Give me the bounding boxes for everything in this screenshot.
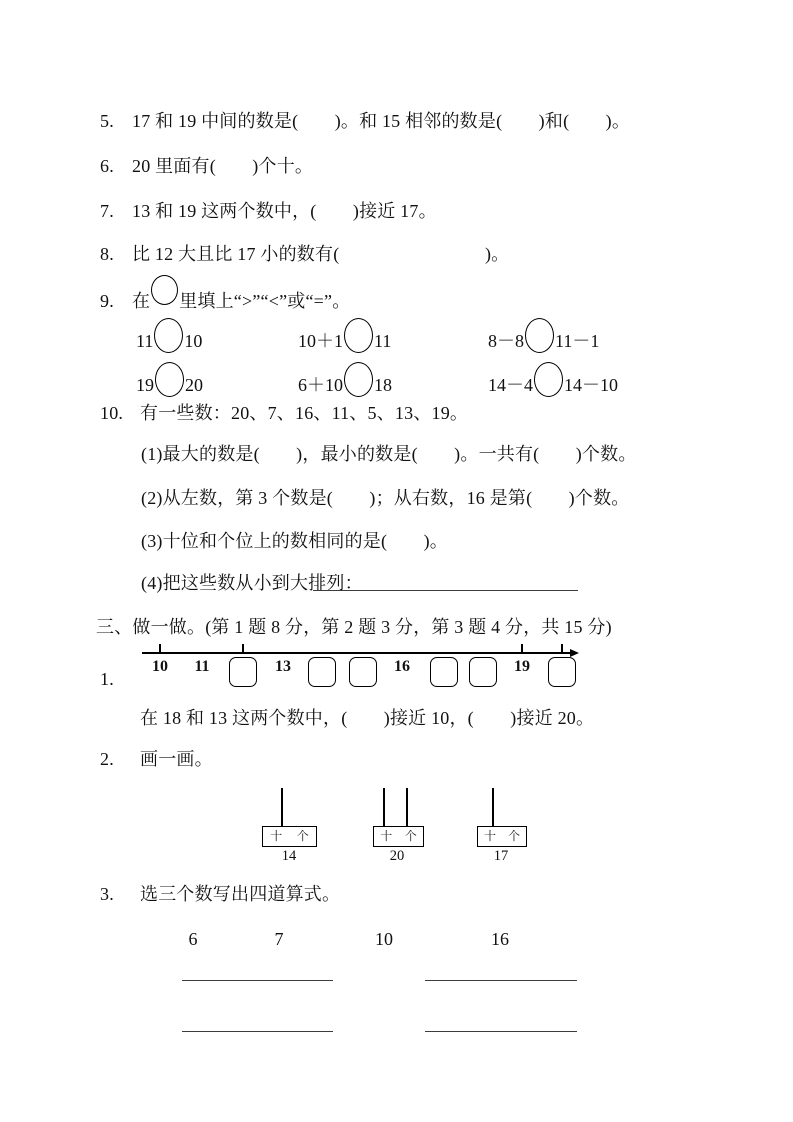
question-6-text: 20 里面有( )个十。 (132, 156, 314, 176)
number-line-axis (142, 652, 572, 654)
question-5 (100, 110, 630, 132)
answer-blank (182, 980, 333, 981)
place-value-box (477, 826, 527, 847)
answer-blank (425, 1031, 577, 1032)
comparison-item (488, 360, 618, 396)
number-line-label: 19 (514, 658, 530, 675)
question-8-text: 比 12 大且比 17 小的数有( )。 (132, 244, 510, 264)
comparison-item (298, 316, 391, 352)
question-7 (100, 200, 437, 222)
question-6-number: 6. (100, 156, 114, 176)
tens-label: 十 (380, 829, 393, 843)
ones-label: 个 (296, 829, 309, 843)
ones-label: 个 (507, 829, 520, 843)
place-value-box (373, 826, 424, 847)
section3-question-3-number: 3. (100, 884, 114, 904)
comparison-left: 10＋1 (298, 331, 343, 351)
ones-label: 个 (404, 829, 417, 843)
choice-number: 6 (188, 929, 198, 949)
diagram-value: 20 (389, 848, 405, 864)
answer-box (469, 657, 497, 687)
tens-label: 十 (270, 829, 283, 843)
place-value-box (262, 826, 317, 847)
answer-blank (313, 590, 578, 591)
comparison-right: 20 (185, 375, 203, 395)
number-line-label: 13 (275, 658, 291, 675)
answer-box (229, 657, 257, 687)
number-line-tick (242, 644, 244, 653)
compare-circle-icon (154, 318, 183, 353)
tens-stick (406, 788, 408, 826)
compare-circle-icon (534, 362, 563, 397)
question-10-number: 10. (100, 403, 124, 423)
number-line-label: 16 (394, 658, 410, 675)
question-8 (100, 243, 509, 265)
comparison-left: 19 (136, 375, 154, 395)
tens-stick (383, 788, 385, 826)
answer-blank (425, 980, 577, 981)
answer-box (308, 657, 336, 687)
comparison-item (488, 316, 599, 352)
answer-box (430, 657, 458, 687)
comparison-item (136, 360, 203, 396)
number-line-label: 11 (194, 658, 210, 675)
number-line-label: 10 (152, 658, 168, 675)
question-9-number: 9. (100, 291, 114, 311)
number-line-tick (159, 644, 161, 653)
choice-number: 16 (491, 929, 509, 949)
tens-label: 十 (483, 829, 496, 843)
comparison-left: 11 (136, 331, 154, 351)
question-6 (100, 155, 313, 177)
question-10-sub4: (4)把这些数从小到大排列： (141, 573, 363, 593)
tens-stick (492, 788, 494, 826)
arrow-right-icon (570, 649, 579, 657)
comparison-item (136, 316, 202, 352)
section3-question-3 (100, 883, 340, 905)
compare-circle-icon (525, 318, 554, 353)
compare-circle-icon (155, 362, 184, 397)
comparison-item (298, 360, 392, 396)
question-5-number: 5. (100, 111, 114, 131)
question-10-sub1: (1)最大的数是( )，最小的数是( )。一共有( )个数。 (141, 444, 637, 464)
section3-question-3-title: 选三个数写出四道算式。 (140, 884, 341, 904)
number-line-tick (561, 644, 563, 653)
compare-circle-icon (151, 275, 178, 305)
number-line-tick (521, 644, 523, 653)
choice-number: 10 (375, 929, 393, 949)
question-7-text: 13 和 19 这两个数中，( )接近 17。 (132, 201, 437, 221)
question-7-number: 7. (100, 201, 114, 221)
section3-question-1-number: 1. (100, 669, 114, 689)
comparison-left: 14－4 (488, 375, 533, 395)
comparison-right: 10 (184, 331, 203, 351)
comparison-left: 8－8 (488, 331, 524, 351)
section3-question-1-text: 在 18 和 13 这两个数中，( )接近 10，( )接近 20。 (140, 708, 595, 728)
question-8-number: 8. (100, 244, 114, 264)
section3-question-2-number: 2. (100, 749, 114, 769)
section3-question-2 (100, 748, 213, 770)
tens-stick (281, 788, 283, 826)
question-10-text: 有一些数：20、7、16、11、5、13、19。 (140, 403, 469, 423)
choice-number: 7 (274, 929, 284, 949)
comparison-right: 11 (374, 331, 392, 351)
question-9-text-suffix: 里填上“>”“<”或“=”。 (179, 291, 351, 311)
diagram-value: 14 (281, 848, 297, 864)
question-10 (100, 402, 468, 424)
question-5-text: 17 和 19 中间的数是( )。和 15 相邻的数是( )和( )。 (132, 111, 631, 131)
question-9 (100, 277, 350, 312)
compare-circle-icon (344, 318, 373, 353)
diagram-value: 17 (493, 848, 509, 864)
comparison-right: 11－1 (555, 331, 600, 351)
answer-box (548, 657, 576, 687)
answer-blank (182, 1031, 333, 1032)
section-3-title: 三、做一做。(第 1 题 8 分，第 2 题 3 分，第 3 题 4 分，共 15 分) (96, 617, 612, 637)
question-10-sub2: (2)从左数，第 3 个数是( )；从右数，16 是第( )个数。 (141, 488, 630, 508)
answer-box (349, 657, 377, 687)
question-9-text-prefix: 在 (132, 291, 151, 311)
section3-question-2-title: 画一画。 (140, 749, 213, 769)
compare-circle-icon (344, 362, 373, 397)
question-10-sub3: (3)十位和个位上的数相同的是( )。 (141, 531, 448, 551)
comparison-right: 18 (374, 375, 392, 395)
comparison-right: 14－10 (564, 375, 618, 395)
comparison-left: 6＋10 (298, 375, 343, 395)
